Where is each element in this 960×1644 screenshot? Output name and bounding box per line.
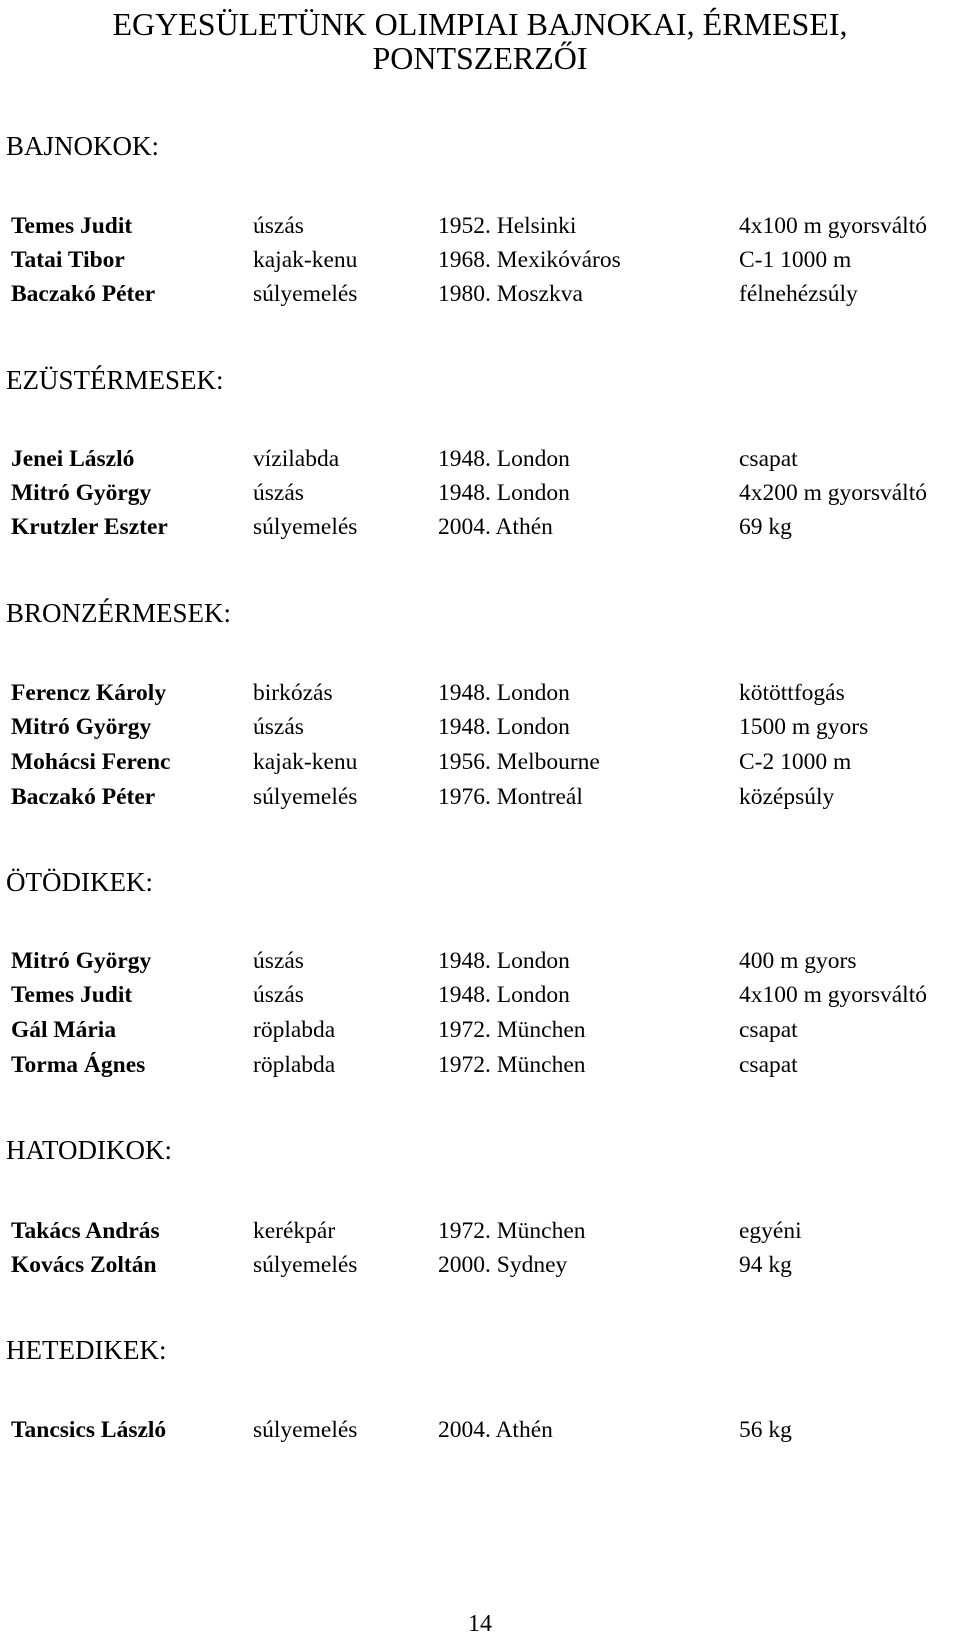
event: 4x200 m gyorsváltó: [739, 480, 927, 506]
games: 1980. Moszkva: [438, 281, 583, 307]
table-row: [0, 510, 960, 544]
sport: úszás: [253, 982, 304, 1008]
event: középsúly: [739, 784, 835, 810]
table-row: [0, 442, 960, 476]
table-row: [0, 1248, 960, 1282]
event: 4x100 m gyorsváltó: [739, 213, 927, 239]
event: C-2 1000 m: [739, 749, 852, 775]
section-heading-champions: BAJNOKOK:: [6, 131, 160, 161]
event: csapat: [739, 1017, 798, 1043]
sport: röplabda: [253, 1052, 336, 1078]
games: 1972. München: [438, 1017, 586, 1043]
table-row: [0, 1013, 960, 1047]
sport: birkózás: [253, 680, 333, 706]
section-heading-sixth-places: HATODIKOK:: [6, 1135, 172, 1165]
table-row: [0, 780, 960, 814]
event: kötöttfogás: [739, 680, 845, 706]
games: 1948. London: [438, 982, 570, 1008]
athlete-name: Mohácsi Ferenc: [11, 749, 171, 775]
sport: röplabda: [253, 1017, 336, 1043]
games: 1948. London: [438, 680, 570, 706]
table-row: [0, 1413, 960, 1447]
sport: úszás: [253, 213, 304, 239]
event: 1500 m gyors: [739, 714, 869, 740]
athlete-name: Temes Judit: [11, 213, 133, 239]
table-row: [0, 1048, 960, 1082]
page-title-line-2: PONTSZERZŐI: [372, 40, 588, 76]
athlete-name: Ferencz Károly: [11, 680, 167, 706]
event: 56 kg: [739, 1417, 792, 1443]
event: csapat: [739, 446, 798, 472]
page-number: 14: [468, 1611, 492, 1637]
athlete-name: Mitró György: [11, 948, 152, 974]
games: 1948. London: [438, 948, 570, 974]
games: 1952. Helsinki: [438, 213, 577, 239]
games: 1976. Montreál: [438, 784, 583, 810]
section-heading-bronze-medalists: BRONZÉRMESEK:: [6, 598, 232, 628]
athlete-name: Tancsics László: [11, 1417, 167, 1443]
event: 400 m gyors: [739, 948, 857, 974]
athlete-name: Baczakó Péter: [11, 784, 156, 810]
table-row: [0, 243, 960, 277]
games: 1956. Melbourne: [438, 749, 600, 775]
event: 69 kg: [739, 514, 792, 540]
sport: kerékpár: [253, 1218, 336, 1244]
athlete-name: Temes Judit: [11, 982, 133, 1008]
games: 1972. München: [438, 1052, 586, 1078]
sport: kajak-kenu: [253, 749, 358, 775]
sport: súlyemelés: [253, 281, 358, 307]
section-heading-fifth-places: ÖTÖDIKEK:: [6, 867, 153, 897]
sport: súlyemelés: [253, 1252, 358, 1278]
table-row: [0, 1214, 960, 1248]
games: 1948. London: [438, 446, 570, 472]
section-heading-silver-medalists: EZÜSTÉRMESEK:: [6, 365, 224, 395]
athlete-name: Krutzler Eszter: [11, 514, 168, 540]
sport: úszás: [253, 948, 304, 974]
sport: úszás: [253, 714, 304, 740]
sport: súlyemelés: [253, 514, 358, 540]
event: egyéni: [739, 1218, 802, 1244]
athlete-name: Torma Ágnes: [11, 1052, 146, 1078]
table-row: [0, 978, 960, 1012]
table-row: [0, 745, 960, 779]
athlete-name: Tatai Tibor: [11, 247, 125, 273]
table-row: [0, 944, 960, 978]
section-heading-seventh-places: HETEDIKEK:: [6, 1335, 167, 1365]
games: 1948. London: [438, 480, 570, 506]
event: félnehézsúly: [739, 281, 858, 307]
games: 1972. München: [438, 1218, 586, 1244]
event: csapat: [739, 1052, 798, 1078]
event: C-1 1000 m: [739, 247, 852, 273]
athlete-name: Mitró György: [11, 480, 152, 506]
table-row: [0, 277, 960, 311]
event: 4x100 m gyorsváltó: [739, 982, 927, 1008]
games: 2004. Athén: [438, 514, 553, 540]
table-row: [0, 476, 960, 510]
games: 2000. Sydney: [438, 1252, 568, 1278]
sport: úszás: [253, 480, 304, 506]
sport: súlyemelés: [253, 1417, 358, 1443]
event: 94 kg: [739, 1252, 792, 1278]
sport: kajak-kenu: [253, 247, 358, 273]
page-title-line-1: EGYESÜLETÜNK OLIMPIAI BAJNOKAI, ÉRMESEI,: [112, 6, 848, 42]
athlete-name: Baczakó Péter: [11, 281, 156, 307]
table-row: [0, 676, 960, 710]
athlete-name: Gál Mária: [11, 1017, 117, 1043]
athlete-name: Jenei László: [11, 446, 135, 472]
sport: súlyemelés: [253, 784, 358, 810]
games: 1968. Mexikóváros: [438, 247, 621, 273]
table-row: [0, 209, 960, 243]
athlete-name: Kovács Zoltán: [11, 1252, 157, 1278]
table-row: [0, 710, 960, 744]
sport: vízilabda: [253, 446, 340, 472]
games: 1948. London: [438, 714, 570, 740]
athlete-name: Mitró György: [11, 714, 152, 740]
athlete-name: Takács András: [11, 1218, 160, 1244]
games: 2004. Athén: [438, 1417, 553, 1443]
